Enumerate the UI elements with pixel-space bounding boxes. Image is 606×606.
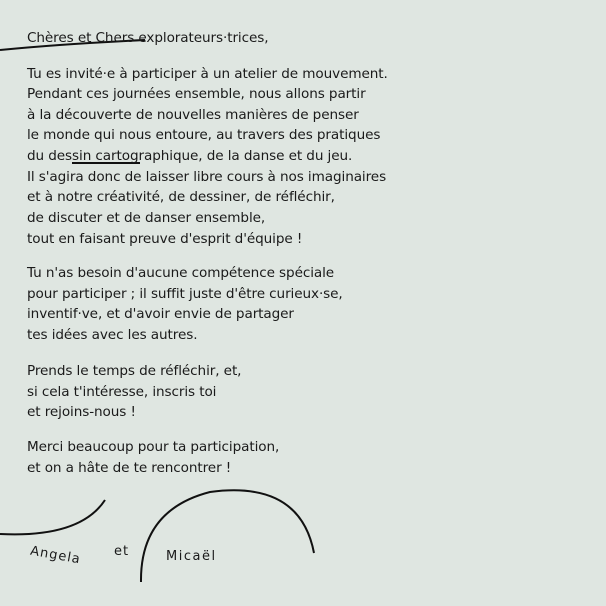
line: du dessin cartographique, de la danse et du jeu. bbox=[27, 148, 353, 164]
line: et on a hâte de te rencontrer ! bbox=[27, 460, 232, 476]
line: à la découverte de nouvelles manières de penser bbox=[27, 107, 359, 123]
line: Il s'agira donc de laisser libre cours à nos imaginaires bbox=[27, 169, 387, 185]
line: inventif·ve, et d'avoir envie de partager bbox=[27, 306, 294, 322]
line: tout en faisant preuve d'esprit d'équipe ! bbox=[27, 231, 303, 247]
line: et à notre créativité, de dessiner, de réfléchir, bbox=[27, 189, 335, 205]
line: tes idées avec les autres. bbox=[27, 327, 198, 343]
arc-right bbox=[141, 490, 314, 582]
greeting: Chères et Chers explorateurs·trices, bbox=[27, 30, 269, 46]
line: si cela t'intéresse, inscris toi bbox=[27, 384, 217, 400]
line: et rejoins-nous ! bbox=[27, 404, 136, 420]
line: Pendant ces journées ensemble, nous allons partir bbox=[27, 86, 366, 102]
line: pour participer ; il suffit juste d'être curieux·se, bbox=[27, 286, 343, 302]
line: Tu n'as besoin d'aucune compétence spéciale bbox=[27, 265, 335, 281]
signature-et: et bbox=[114, 544, 130, 559]
signature-micael: Micaël bbox=[166, 549, 217, 564]
line: de discuter et de danser ensemble, bbox=[27, 210, 266, 226]
signature-angela: Angela bbox=[29, 543, 82, 568]
line: Merci beaucoup pour ta participation, bbox=[27, 439, 280, 455]
line: Prends le temps de réfléchir, et, bbox=[27, 363, 242, 379]
line: Tu es invité·e à participer à un atelier de mouvement. bbox=[27, 66, 388, 82]
arc-left bbox=[0, 500, 105, 534]
line: le monde qui nous entoure, au travers des pratiques bbox=[27, 127, 381, 143]
